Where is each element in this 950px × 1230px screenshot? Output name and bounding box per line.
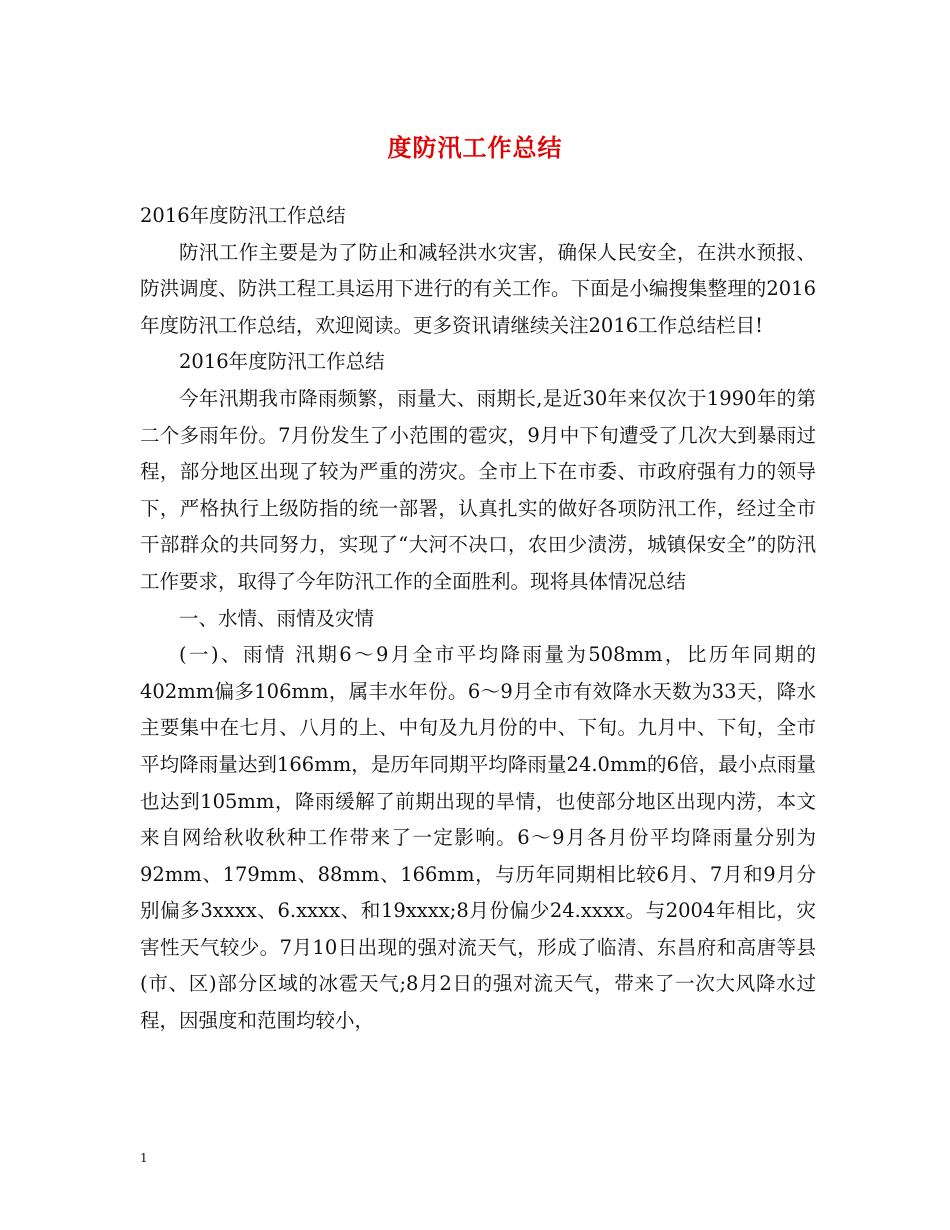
document-title: 度防汛工作总结 [387, 133, 563, 162]
page-number: 1 [140, 1151, 148, 1165]
paragraph-overview: 今年汛期我市降雨频繁，雨量大、雨期长,是近30年来仅次于1990年的第二个多雨年份。7月份发生了小范围的雹灾，9月中下旬遭受了几次大到暴雨过程，部分地区出现了较为严重的涝灾。全市上下在市委、市政府强有力的领导下，严格执行上级防指的统一部署，认真扎实的做好各项防汛工作，经过全市干部群众的共同努力，实现了“大河不决口，农田少渍涝，城镇保安全”的防汛工作要求，取得了今年防汛工作的全面胜利。现将具体情况总结 [140, 386, 816, 593]
paragraph-rainfall: (一)、雨情 汛期6～9月全市平均降雨量为508mm，比历年同期的402mm偏多106mm，属丰水年份。6～9月全市有效降水天数为33天，降水主要集中在七月、八月的上、中旬及九月份的中、下旬。九月中、下旬，全市平均降雨量达到166mm，是历年同期平均降雨量24.0mm的6倍，最小点雨量也达到105mm，降雨缓解了前期出现的旱情，也使部分地区出现内涝，本文来自网给秋收秋种工作带来了一定影响。6～9月各月份平均降雨量分别为92mm、179mm、88mm、166mm，与历年同期相比较6月、7月和9月分别偏多3xxxx、6.xxxx、和19xxxx;8月份偏少24.xxxx。与2004年相比，灾害性天气较少。7月10日出现的强对流天气，形成了临清、东昌府和高唐等县(市、区)部分区域的冰雹天气;8月2日的强对流天气，带来了一次大风降水过程，因强度和范围均较小， [140, 643, 816, 1033]
paragraph-heading-1: 2016年度防汛工作总结 [140, 204, 346, 227]
paragraph-intro: 防汛工作主要是为了防止和减轻洪水灾害，确保人民安全，在洪水预报、防洪调度、防洪工程工具运用下进行的有关工作。下面是小编搜集整理的2016年度防汛工作总结，欢迎阅读。更多资讯请继续关注2016工作总结栏目! [140, 240, 816, 337]
paragraph-heading-2: 2016年度防汛工作总结 [179, 350, 385, 374]
document-body [140, 198, 816, 1040]
section-heading: 一、水情、雨情及灾情 [179, 606, 375, 630]
